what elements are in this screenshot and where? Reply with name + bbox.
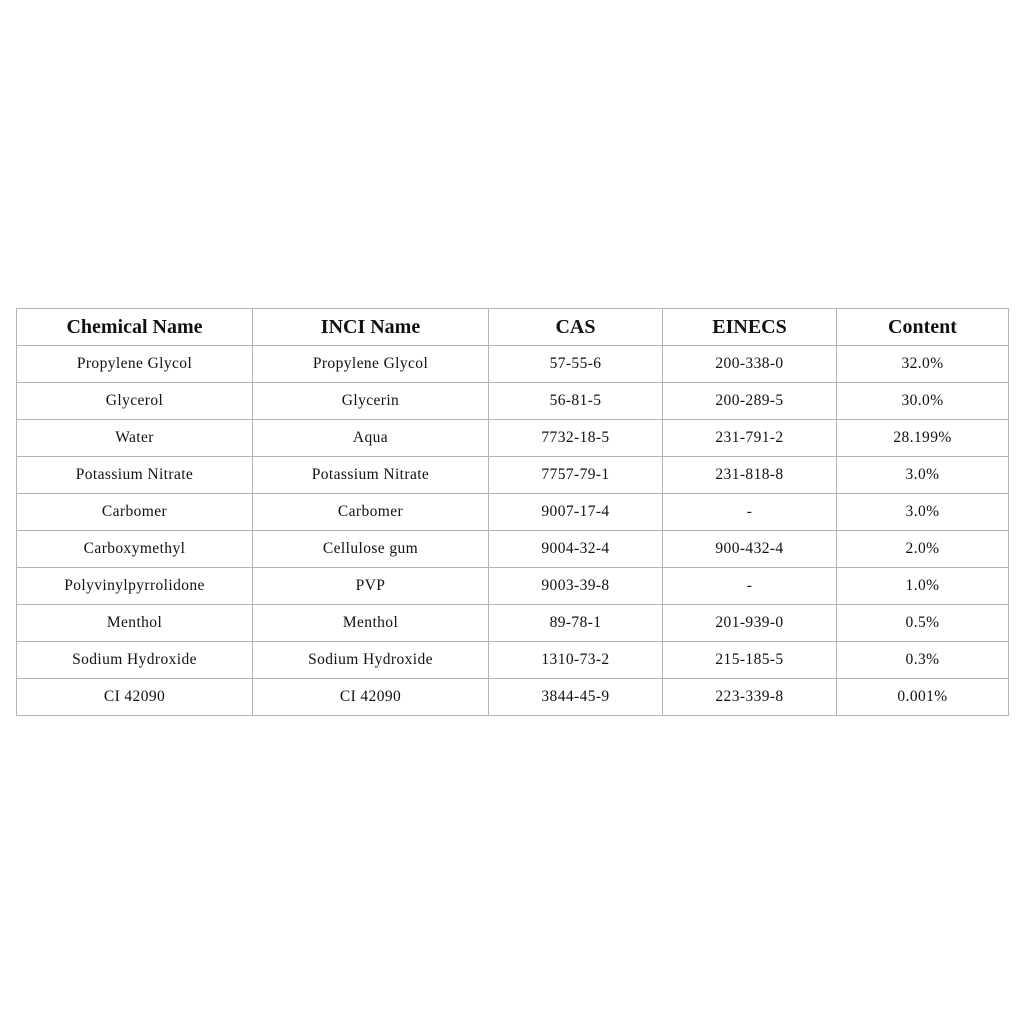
cell-cas: 7757-79-1 <box>489 457 663 494</box>
header-chemical-name: Chemical Name <box>17 309 253 346</box>
cell-inci-name: Potassium Nitrate <box>253 457 489 494</box>
cell-inci-name: Sodium Hydroxide <box>253 642 489 679</box>
header-inci-name: INCI Name <box>253 309 489 346</box>
table-row <box>17 457 1009 494</box>
cell-content: 3.0% <box>837 494 1009 531</box>
cell-chemical-name: Polyvinylpyrrolidone <box>17 568 253 605</box>
cell-cas: 9003-39-8 <box>489 568 663 605</box>
cell-chemical-name: CI 42090 <box>17 679 253 716</box>
table-row <box>17 642 1009 679</box>
cell-chemical-name: Menthol <box>17 605 253 642</box>
cell-content: 0.5% <box>837 605 1009 642</box>
table-header <box>17 309 1009 346</box>
cell-chemical-name: Carbomer <box>17 494 253 531</box>
cell-cas: 57-55-6 <box>489 346 663 383</box>
cell-inci-name: Glycerin <box>253 383 489 420</box>
cell-cas: 56-81-5 <box>489 383 663 420</box>
cell-content: 32.0% <box>837 346 1009 383</box>
cell-content: 0.001% <box>837 679 1009 716</box>
cell-inci-name: Carbomer <box>253 494 489 531</box>
cell-cas: 3844-45-9 <box>489 679 663 716</box>
cell-chemical-name: Sodium Hydroxide <box>17 642 253 679</box>
table-row <box>17 531 1009 568</box>
table-row <box>17 679 1009 716</box>
cell-content: 1.0% <box>837 568 1009 605</box>
cell-einecs: 223-339-8 <box>663 679 837 716</box>
header-einecs: EINECS <box>663 309 837 346</box>
cell-chemical-name: Water <box>17 420 253 457</box>
cell-einecs: 231-818-8 <box>663 457 837 494</box>
cell-cas: 89-78-1 <box>489 605 663 642</box>
cell-einecs: 900-432-4 <box>663 531 837 568</box>
cell-chemical-name: Potassium Nitrate <box>17 457 253 494</box>
cell-inci-name: CI 42090 <box>253 679 489 716</box>
ingredients-table <box>16 308 1009 716</box>
cell-cas: 7732-18-5 <box>489 420 663 457</box>
cell-chemical-name: Carboxymethyl <box>17 531 253 568</box>
cell-content: 3.0% <box>837 457 1009 494</box>
cell-einecs: 200-289-5 <box>663 383 837 420</box>
table-row <box>17 383 1009 420</box>
cell-inci-name: Aqua <box>253 420 489 457</box>
table-row <box>17 605 1009 642</box>
cell-inci-name: PVP <box>253 568 489 605</box>
table-row <box>17 420 1009 457</box>
cell-einecs: 200-338-0 <box>663 346 837 383</box>
cell-chemical-name: Glycerol <box>17 383 253 420</box>
ingredients-table-container <box>16 308 1008 716</box>
cell-einecs: - <box>663 494 837 531</box>
cell-content: 2.0% <box>837 531 1009 568</box>
table-row <box>17 494 1009 531</box>
cell-inci-name: Cellulose gum <box>253 531 489 568</box>
cell-cas: 1310-73-2 <box>489 642 663 679</box>
header-row <box>17 309 1009 346</box>
cell-content: 0.3% <box>837 642 1009 679</box>
cell-content: 30.0% <box>837 383 1009 420</box>
cell-content: 28.199% <box>837 420 1009 457</box>
cell-einecs: 231-791-2 <box>663 420 837 457</box>
cell-chemical-name: Propylene Glycol <box>17 346 253 383</box>
cell-inci-name: Menthol <box>253 605 489 642</box>
cell-einecs: 201-939-0 <box>663 605 837 642</box>
table-body <box>17 346 1009 716</box>
cell-cas: 9007-17-4 <box>489 494 663 531</box>
table-row <box>17 346 1009 383</box>
header-content: Content <box>837 309 1009 346</box>
cell-cas: 9004-32-4 <box>489 531 663 568</box>
cell-inci-name: Propylene Glycol <box>253 346 489 383</box>
cell-einecs: 215-185-5 <box>663 642 837 679</box>
table-row <box>17 568 1009 605</box>
header-cas: CAS <box>489 309 663 346</box>
cell-einecs: - <box>663 568 837 605</box>
